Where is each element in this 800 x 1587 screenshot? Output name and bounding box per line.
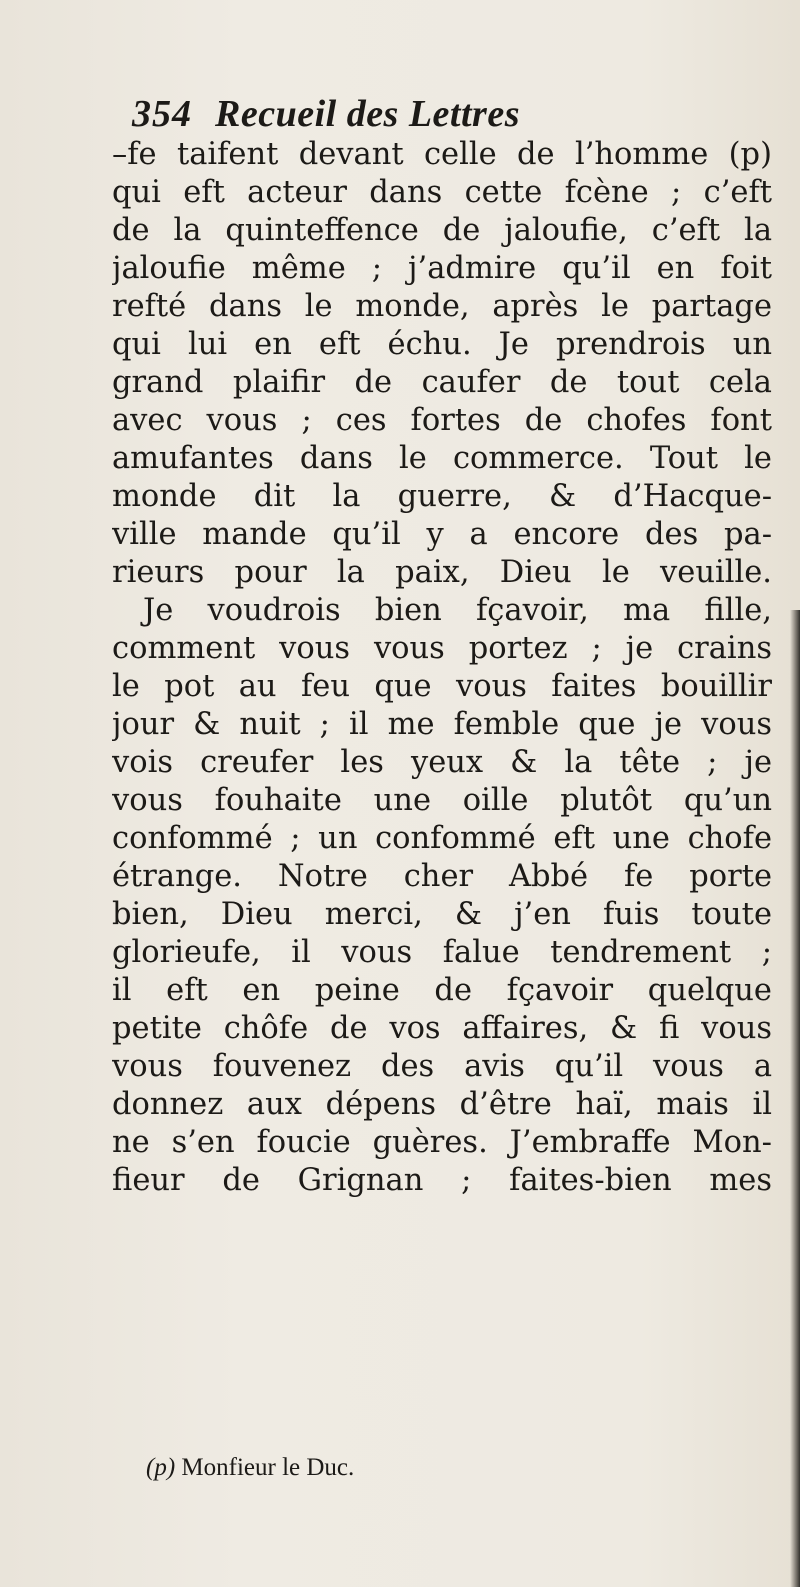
text-line: de la quinteffence de jaloufie, c’eft la <box>112 213 772 248</box>
footnote-text: Monfieur le Duc. <box>181 1454 355 1481</box>
text-line: petite chôfe de vos affaires, & fi vous <box>112 1011 772 1046</box>
footnote <box>146 1452 354 1484</box>
text-line: bien, Dieu merci, & j’en fuis toute <box>112 897 772 932</box>
text-line: refté dans le monde, après le partage <box>112 289 772 324</box>
text-line: ville mande qu’il y a encore des pa- <box>112 517 772 552</box>
text-line: qui lui en eft échu. Je prendrois un <box>112 327 772 362</box>
footnote-mark: (p) <box>146 1454 176 1481</box>
page-edge-shadow <box>790 610 800 1587</box>
text-line: vous fouvenez des avis qu’il vous a <box>112 1049 772 1084</box>
text-line: qui eft acteur dans cette fcène ; c’eft <box>112 175 772 210</box>
text-line: amufantes dans le commerce. Tout le <box>112 441 772 476</box>
text-line: donnez aux dépens d’être haï, mais il <box>112 1087 772 1122</box>
text-line: jaloufie même ; j’admire qu’il en foit <box>112 251 772 286</box>
text-line: –fe taifent devant celle de l’homme (p) <box>112 137 772 172</box>
text-line: Je voudrois bien fçavoir, ma fille, <box>143 593 772 628</box>
text-line: étrange. Notre cher Abbé fe porte <box>112 859 772 894</box>
page-number: 354 <box>132 93 192 135</box>
text-line: ne s’en foucie guères. J’embraffe Mon- <box>112 1125 772 1160</box>
letter-body <box>112 136 772 1200</box>
text-line: confommé ; un confommé eft une chofe <box>112 821 772 856</box>
text-line: jour & nuit ; il me femble que je vous <box>112 707 772 742</box>
text-line: il eft en peine de fçavoir quelque <box>112 973 772 1008</box>
text-line: fieur de Grignan ; faites-bien mes <box>112 1163 772 1198</box>
text-line: avec vous ; ces fortes de chofes font <box>112 403 772 438</box>
text-line: grand plaifir de caufer de tout cela <box>112 365 772 400</box>
text-line: comment vous vous portez ; je crains <box>112 631 772 666</box>
text-line: vois creufer les yeux & la tête ; je <box>112 745 772 780</box>
text-line: vous fouhaite une oille plutôt qu’un <box>112 783 772 818</box>
running-title: Recueil des Lettres <box>215 93 520 135</box>
text-line: le pot au feu que vous faites bouillir <box>112 669 772 704</box>
text-line: glorieufe, il vous falue tendrement ; <box>112 935 772 970</box>
text-line: monde dit la guerre, & d’Hacque- <box>112 479 772 514</box>
text-line: rieurs pour la paix, Dieu le veuille. <box>112 555 772 590</box>
page-header <box>132 92 732 135</box>
